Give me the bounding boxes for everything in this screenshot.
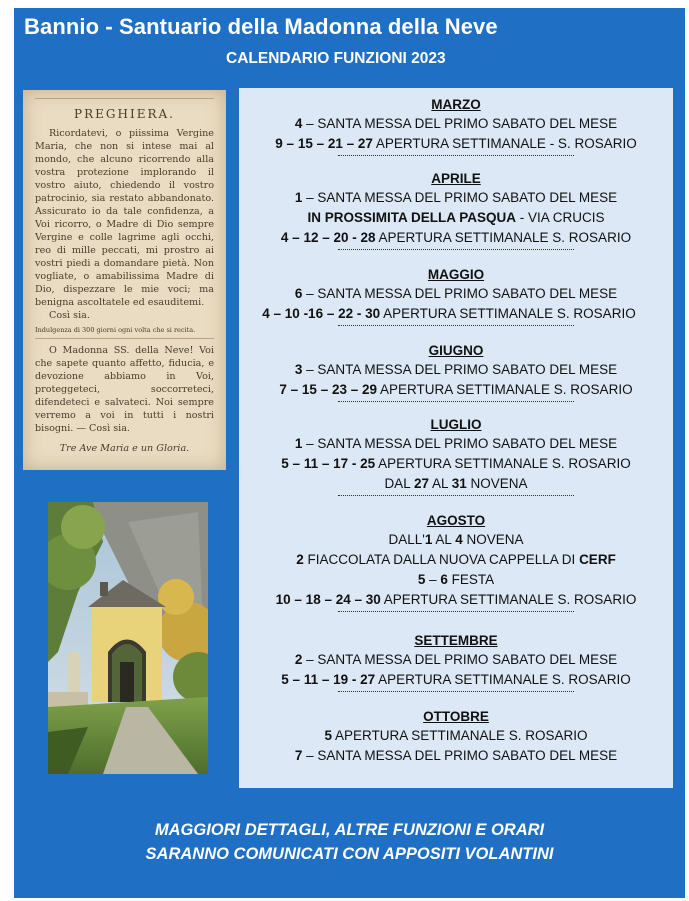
sanctuary-illustration	[48, 502, 208, 774]
month-title: GIUGNO	[428, 343, 484, 358]
month-title: APRILE	[431, 171, 481, 186]
footer-note	[14, 818, 685, 866]
prayer-closing: Tre Ave Maria e un Gloria.	[59, 443, 190, 454]
footer-line-1: MAGGIORI DETTAGLI, ALTRE FUNZIONI E ORARI	[154, 821, 545, 839]
separator	[338, 401, 574, 402]
month-title: OTTOBRE	[423, 709, 489, 724]
event-line: 5 – 6 FESTA	[417, 572, 495, 587]
month-title: LUGLIO	[430, 417, 482, 432]
page-subtitle: CALENDARIO FUNZIONI 2023	[226, 50, 446, 67]
prayer-paragraph-1: Ricordatevi, o piissima Vergine Maria, che non si intese mai al mondo, che alcuno ricorrendo alla vostra protezione implorando il vostro aiuto, chiedendo il vostro patrocinio, sia restato abbandonato. Assicurato io da tale confidenza, a Voi ricorro, o Madre di Dio sempre Vergine e colle lagrime agli occhi, reo di mille peccati, mi prostro ai vostri piedi a domandare pietà. Non vogliate, o amabilissima Madre di Dio, dispezzare le mie voci; ma benigna ascoltatele ed esauditemi.	[35, 128, 214, 308]
event-line: 7 – SANTA MESSA DEL PRIMO SABATO DEL MESE	[294, 748, 618, 763]
event-line: DAL 27 AL 31 NOVENA	[384, 476, 528, 491]
event-line: 1 – SANTA MESSA DEL PRIMO SABATO DEL MESE	[294, 190, 618, 205]
event-line: 5 APERTURA SETTIMANALE S. ROSARIO	[324, 728, 588, 743]
page-title: Bannio - Santuario della Madonna della Neve	[24, 14, 498, 39]
event-line: 7 – 15 – 23 – 29 APERTURA SETTIMANALE S. ROSARIO	[279, 382, 633, 397]
month-marzo	[239, 96, 673, 156]
event-line: 4 – 12 – 20 - 28 APERTURA SETTIMANALE S. ROSARIO	[280, 230, 632, 245]
month-settembre	[239, 632, 673, 692]
prayer-card	[23, 90, 226, 470]
calendar-panel	[239, 88, 673, 788]
separator	[338, 325, 574, 326]
month-title: SETTEMBRE	[414, 633, 498, 648]
separator	[338, 155, 574, 156]
event-line: 10 – 18 – 24 – 30 APERTURA SETTIMANALE S. ROSARIO	[275, 592, 637, 607]
separator	[338, 249, 574, 250]
event-line: 5 – 11 – 19 - 27 APERTURA SETTIMANALE S. ROSARIO	[281, 672, 631, 687]
event-line: 3 – SANTA MESSA DEL PRIMO SABATO DEL MESE	[294, 362, 618, 377]
prayer-indulgence: Indulgenza di 300 giorni ogni volta che si recita.	[35, 325, 214, 339]
separator	[338, 495, 574, 496]
event-line: 4 – SANTA MESSA DEL PRIMO SABATO DEL MESE	[294, 116, 618, 131]
event-line: 2 – SANTA MESSA DEL PRIMO SABATO DEL MESE	[294, 652, 618, 667]
event-line: 4 – 10 -16 – 22 - 30 APERTURA SETTIMANALE S. ROSARIO	[262, 306, 636, 321]
month-maggio	[239, 266, 673, 326]
separator	[338, 611, 574, 612]
event-line: 1 – SANTA MESSA DEL PRIMO SABATO DEL MESE	[294, 436, 618, 451]
poster-frame	[14, 8, 685, 898]
month-giugno	[239, 342, 673, 402]
event-line: DALL'1 AL 4 NOVENA	[388, 532, 524, 547]
month-title: MARZO	[431, 97, 481, 112]
event-line: IN PROSSIMITA DELLA PASQUA - VIA CRUCIS	[307, 210, 605, 225]
month-aprile	[239, 170, 673, 250]
sanctuary-photo	[48, 502, 208, 774]
prayer-paragraph-2: O Madonna SS. della Neve! Voi che sapete quanto affetto, fiducia, e devozione abbiamo in Voi, proteggeteci, soccorreteci, difendeteci e salvateci. Noi sempre verremo a voi in tutti i nostri bisogni. — Così sia.	[35, 345, 214, 434]
separator	[338, 691, 574, 692]
prayer-title: PREGHIERA.	[74, 107, 175, 121]
event-line: 2 FIACCOLATA DALLA NUOVA CAPPELLA DI CERF	[296, 552, 616, 567]
month-luglio	[239, 416, 673, 496]
event-line: 6 – SANTA MESSA DEL PRIMO SABATO DEL MESE	[294, 286, 618, 301]
month-ottobre	[239, 708, 673, 766]
month-title: MAGGIO	[427, 267, 485, 282]
footer-line-2: SARANNO COMUNICATI CON APPOSITI VOLANTINI	[145, 845, 554, 863]
prayer-paragraph-1-end: Così sia.	[49, 310, 90, 321]
month-agosto	[239, 512, 673, 612]
event-line: 9 – 15 – 21 – 27 APERTURA SETTIMANALE - S. ROSARIO	[275, 136, 637, 151]
event-line: 5 – 11 – 17 - 25 APERTURA SETTIMANALE S. ROSARIO	[281, 456, 631, 471]
month-title: AGOSTO	[426, 513, 486, 528]
